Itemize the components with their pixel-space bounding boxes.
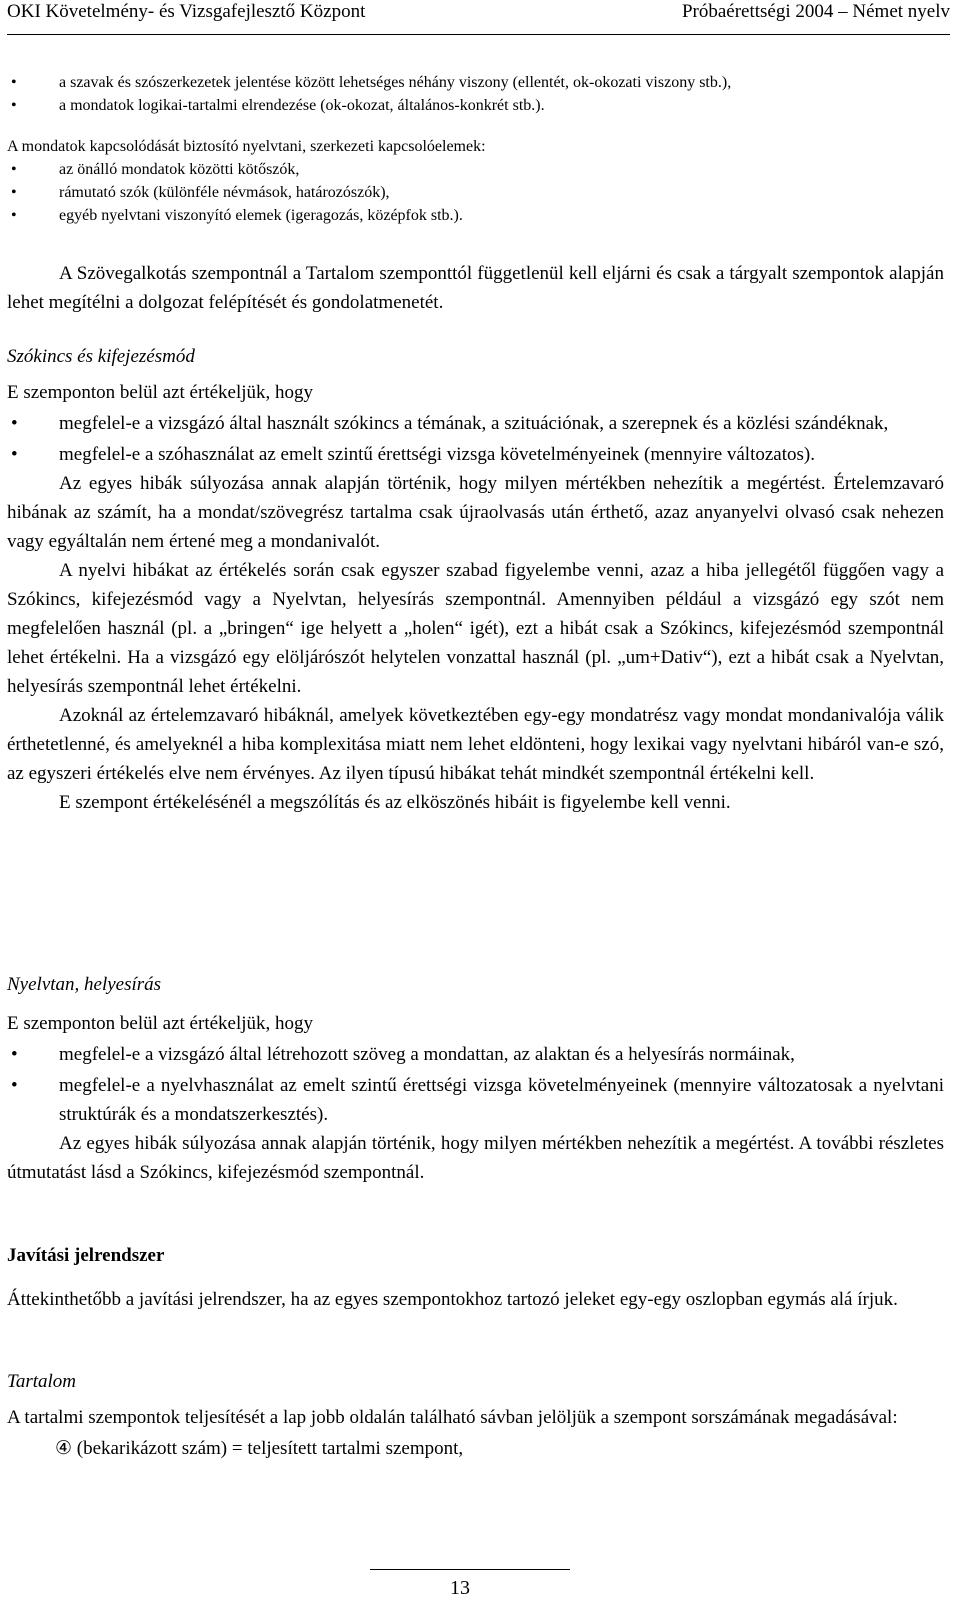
list-item: • a szavak és szószerkezetek jelentése között lehetséges néhány viszony (ellentét, ok-okozati viszony stb.), xyxy=(7,71,944,94)
section-heading-javitasi: Javítási jelrendszer xyxy=(7,1245,165,1266)
symbol-description: (bekarikázott szám) = teljesített tartalmi szempont, xyxy=(76,1438,464,1459)
list-item: • megfelel-e a szóhasználat az emelt szintű érettségi vizsga követelményeinek (mennyire változatos). xyxy=(7,440,944,469)
szokincs-paragraph: Az egyes hibák súlyozása annak alapján történik, hogy milyen mértékben nehezítik a megértést. Értelemzavaró hibának az számít, ha a mondat/szövegrész tartalma csak újraolvasás után érthető, azaz anyanyelvi olvasó csak nehezen vagy egyáltalán nem értené meg a mondanivalót. xyxy=(7,473,944,552)
bullet-icon: • xyxy=(11,1075,18,1096)
list-item: • rámutató szók (különféle névmások, határozószók), xyxy=(7,181,944,204)
bullet-icon: • xyxy=(11,207,17,224)
header-right-text: Próbaérettségi 2004 – Német nyelv xyxy=(681,1,950,22)
tartalom-section xyxy=(7,1367,944,1463)
javitasi-paragraph: Áttekinthetőbb a javítási jelrendszer, ha az egyes szempontokhoz tartozó jeleket egy-egy oszlopban egymás alá írjuk. xyxy=(7,1289,898,1310)
nyelvtan-paragraph: Az egyes hibák súlyozása annak alapján történik, hogy milyen mértékben nehezítik a megértést. A további részletes útmutatást lásd a Szókincs, kifejezésmód szempontnál. xyxy=(7,1133,944,1183)
javitasi-section xyxy=(7,1241,944,1314)
connectors-intro: A mondatok kapcsolódását biztosító nyelvtani, szerkezeti kapcsolóelemek: xyxy=(7,138,486,155)
tartalom-symbol-line xyxy=(7,1434,944,1463)
bullet-icon: • xyxy=(11,184,17,201)
bullet-icon: • xyxy=(11,161,17,178)
bullet-icon: • xyxy=(11,74,17,91)
section-heading-tartalom: Tartalom xyxy=(7,1371,76,1392)
page-header xyxy=(7,0,950,35)
section-heading-szokincs: Szókincs és kifejezésmód xyxy=(7,346,195,367)
section-heading-nyelvtan: Nyelvtan, helyesírás xyxy=(7,974,162,995)
footer-divider xyxy=(370,1569,570,1570)
list-item: • megfelel-e a nyelvhasználat az emelt szintű érettségi vizsga követelményeinek (mennyire változatosak a nyelvtani struktúrák és a mondatszerkesztés). xyxy=(7,1071,944,1129)
page-number: 13 xyxy=(450,1577,470,1599)
szokincs-paragraph: A nyelvi hibákat az értékelés során csak egyszer szabad figyelembe venni, azaz a hiba jellegétől függően vagy a Szókincs, kifejezésmód vagy a Nyelvtan, helyesírás szempontnál. Amennyiben például a vizsgázó egy szót nem megfelelően használ (pl. a „bringen“ ige helyett a „holen“ igét), ezt a hibát csak a Szókincs, kifejezésmód szempontnál lehet értékelni. Ha a vizsgázó egy elöljárószót helytelen vonzattal használ (pl. „um+Dativ“), ezt a hibát csak a Nyelvtan, helyesírás szempontnál lehet értékelni. xyxy=(7,560,944,697)
szokincs-paragraph: E szempont értékelésénél a megszólítás és az elköszönés hibáit is figyelembe kell venni. xyxy=(59,792,731,813)
szokincs-paragraph: Azoknál az értelemzavaró hibáknál, amelyek következtében egy-egy mondatrész vagy mondat mondanivalója válik érthetetlenné, és amelyeknél a hiba komplexitása miatt nem lehet eldönteni, hogy lexikai vagy nyelvtani hibáról van-e szó, az egyszeri értékelés elve nem érvényes. Az ilyen típusú hibákat tehát mindkét szempontnál értékelni kell. xyxy=(7,705,944,784)
list-item: • az önálló mondatok közötti kötőszók, xyxy=(7,158,944,181)
list-item: • a mondatok logikai-tartalmi elrendezése (ok-okozat, általános-konkrét stb.). xyxy=(7,94,944,117)
szovegalkotas-paragraph: A Szövegalkotás szempontnál a Tartalom szemponttól függetlenül kell eljárni és csak a tárgyalt szempontok alapján lehet megítélni a dolgozat felépítését és gondolatmenetét. xyxy=(7,263,944,313)
szokincs-section xyxy=(7,342,944,817)
list-item: • egyéb nyelvtani viszonyító elemek (igeragozás, középfok stb.). xyxy=(7,204,944,227)
bullet-icon: • xyxy=(11,444,18,465)
bullet-icon: • xyxy=(11,97,17,114)
circled-number-icon: ④ xyxy=(55,1438,73,1459)
tartalom-paragraph: A tartalmi szempontok teljesítését a lap jobb oldalán található sávban jelöljük a szempont sorszámának megadásával: xyxy=(7,1407,898,1428)
szokincs-intro: E szemponton belül azt értékeljük, hogy xyxy=(7,382,314,403)
list-item: • megfelel-e a vizsgázó által létrehozott szöveg a mondattan, az alaktan és a helyesírás normáinak, xyxy=(7,1040,944,1069)
header-left-text: OKI Követelmény- és Vizsgafejlesztő Központ xyxy=(7,1,366,22)
nyelvtan-section xyxy=(7,970,944,1187)
list-item: • megfelel-e a vizsgázó által használt szókincs a témának, a szituációnak, a szerepnek és a közlési szándéknak, xyxy=(7,409,944,438)
bullet-icon: • xyxy=(11,413,18,434)
connectors-section xyxy=(7,135,944,227)
top-bullet-list xyxy=(7,71,944,117)
bullet-icon: • xyxy=(11,1044,18,1065)
nyelvtan-intro: E szemponton belül azt értékeljük, hogy xyxy=(7,1013,314,1034)
